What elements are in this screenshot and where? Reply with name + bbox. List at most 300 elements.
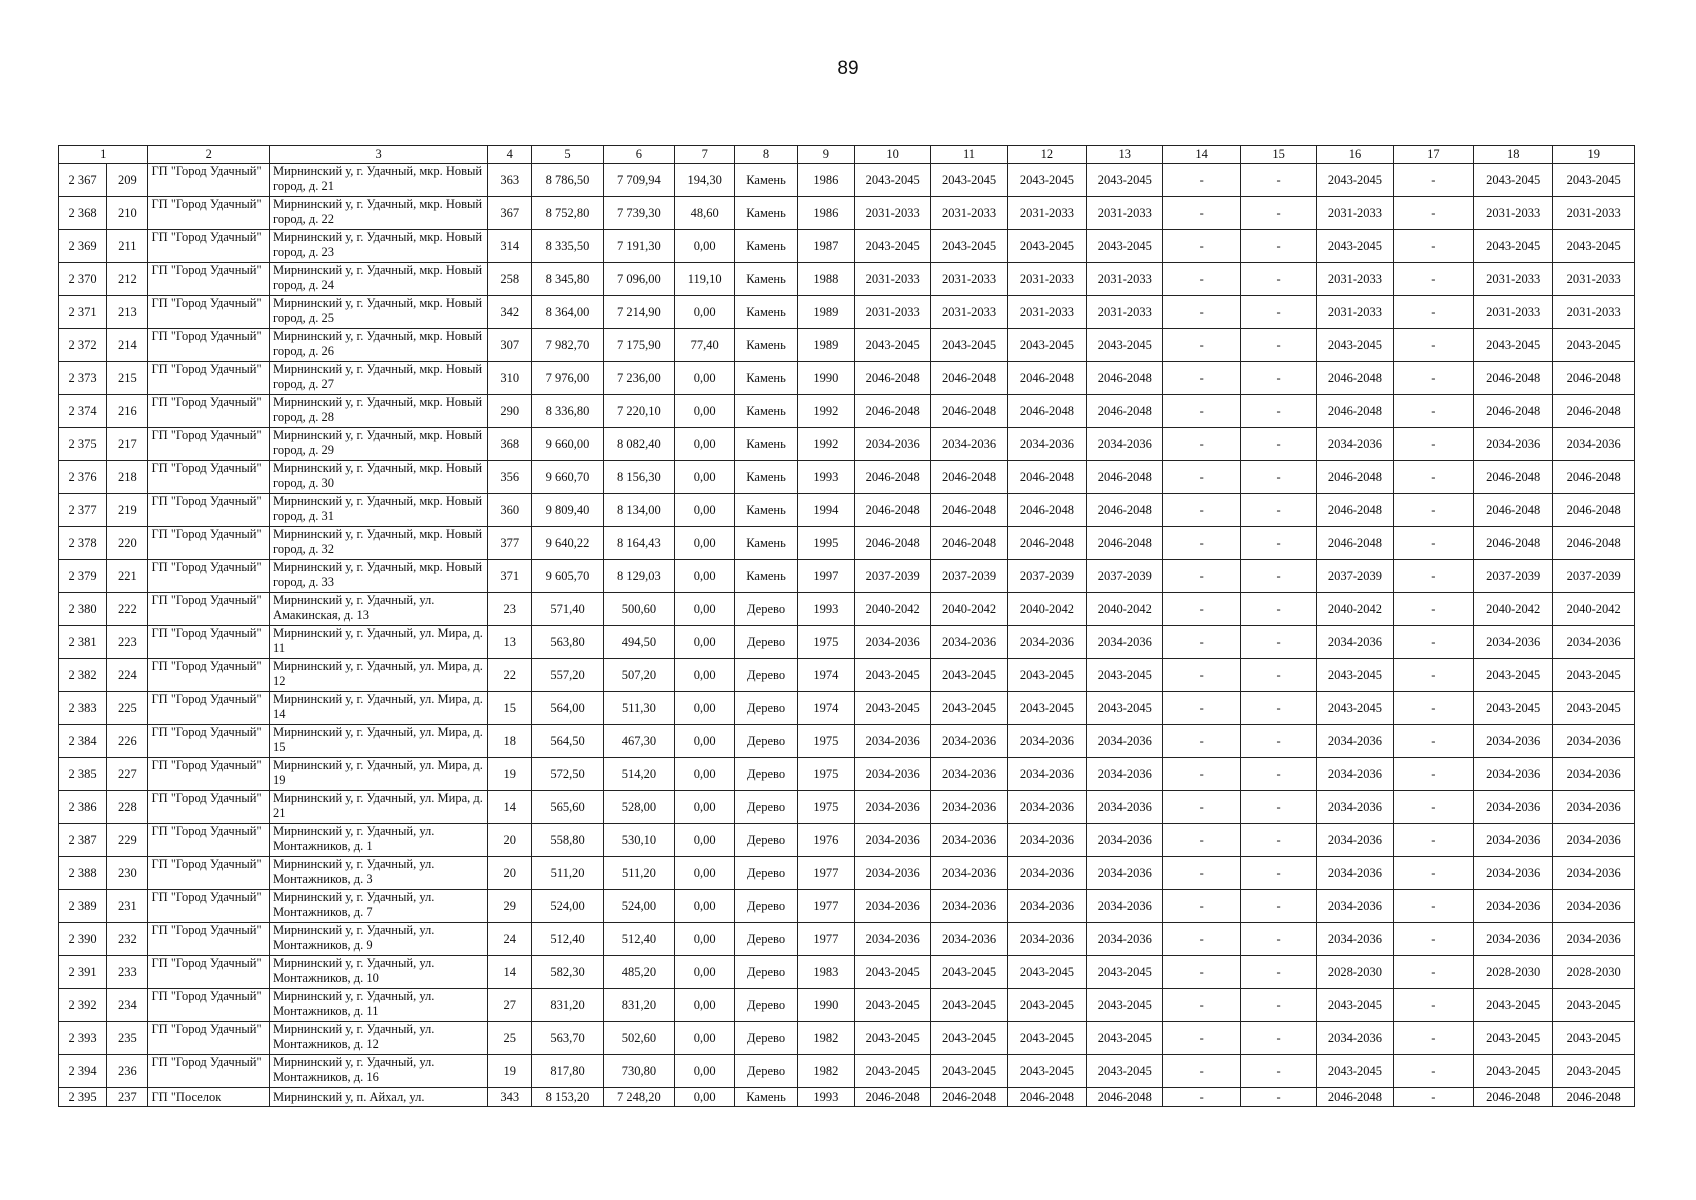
table-cell: 500,60 bbox=[603, 593, 674, 626]
table-cell: 2043-2045 bbox=[1474, 692, 1553, 725]
table-cell: 194,30 bbox=[675, 164, 735, 197]
table-cell: 2037-2039 bbox=[854, 560, 930, 593]
table-cell: 8 164,43 bbox=[603, 527, 674, 560]
table-cell: - bbox=[1393, 890, 1473, 923]
table-cell: 9 660,00 bbox=[532, 428, 603, 461]
table-cell: Камень bbox=[735, 230, 797, 263]
table-cell: 0,00 bbox=[675, 824, 735, 857]
table-cell: 1993 bbox=[797, 1088, 854, 1107]
table-cell: 2037-2039 bbox=[931, 560, 1007, 593]
table-cell: 7 175,90 bbox=[603, 329, 674, 362]
table-cell: 2043-2045 bbox=[1553, 1055, 1635, 1088]
table-cell: 2043-2045 bbox=[854, 956, 930, 989]
table-cell: 2040-2042 bbox=[1553, 593, 1635, 626]
table-cell: 211 bbox=[107, 230, 148, 263]
table-cell: 15 bbox=[488, 692, 532, 725]
table-cell: 2 377 bbox=[59, 494, 107, 527]
table-cell: 730,80 bbox=[603, 1055, 674, 1088]
table-cell: 217 bbox=[107, 428, 148, 461]
table-cell: - bbox=[1240, 428, 1316, 461]
table-cell: 8 752,80 bbox=[532, 197, 603, 230]
table-cell: ГП "Город Удачный" bbox=[148, 626, 270, 659]
table-cell: 2031-2033 bbox=[1553, 296, 1635, 329]
table-cell: 2040-2042 bbox=[931, 593, 1007, 626]
column-number-header: 6 bbox=[603, 146, 674, 164]
table-cell: 2034-2036 bbox=[1553, 758, 1635, 791]
table-cell: 467,30 bbox=[603, 725, 674, 758]
table-cell: 2046-2048 bbox=[1553, 527, 1635, 560]
table-cell: Мирнинский у, г. Удачный, мкр. Новый город, д. 31 bbox=[270, 494, 488, 527]
table-cell: - bbox=[1240, 197, 1316, 230]
table-cell: 2031-2033 bbox=[1007, 263, 1086, 296]
table-cell: 29 bbox=[488, 890, 532, 923]
table-cell: 2043-2045 bbox=[1087, 230, 1163, 263]
table-cell: - bbox=[1393, 263, 1473, 296]
table-cell: 0,00 bbox=[675, 923, 735, 956]
table-cell: 2046-2048 bbox=[1553, 494, 1635, 527]
table-cell: 2031-2033 bbox=[1087, 296, 1163, 329]
table-cell: Мирнинский у, г. Удачный, мкр. Новый город, д. 30 bbox=[270, 461, 488, 494]
table-cell: 2034-2036 bbox=[1007, 428, 1086, 461]
table-cell: 2046-2048 bbox=[1553, 395, 1635, 428]
table-cell: 2043-2045 bbox=[1007, 1022, 1086, 1055]
table-cell: 2046-2048 bbox=[1317, 461, 1393, 494]
table-cell: 2043-2045 bbox=[854, 329, 930, 362]
table-cell: 2031-2033 bbox=[1087, 197, 1163, 230]
table-cell: 2046-2048 bbox=[931, 395, 1007, 428]
table-cell: Дерево bbox=[735, 1055, 797, 1088]
table-cell: 831,20 bbox=[603, 989, 674, 1022]
table-cell: - bbox=[1240, 164, 1316, 197]
table-cell: 2034-2036 bbox=[1553, 428, 1635, 461]
table-cell: 0,00 bbox=[675, 395, 735, 428]
table-cell: 2031-2033 bbox=[1007, 197, 1086, 230]
table-cell: 2031-2033 bbox=[931, 296, 1007, 329]
table-cell: 13 bbox=[488, 626, 532, 659]
table-cell: 77,40 bbox=[675, 329, 735, 362]
table-cell: 2034-2036 bbox=[1553, 725, 1635, 758]
table-cell: 14 bbox=[488, 956, 532, 989]
table-cell: - bbox=[1163, 593, 1240, 626]
table-cell: - bbox=[1240, 725, 1316, 758]
table-cell: 2034-2036 bbox=[931, 824, 1007, 857]
table-cell: 2034-2036 bbox=[1317, 626, 1393, 659]
table-cell: - bbox=[1240, 1022, 1316, 1055]
table-cell: Мирнинский у, г. Удачный, мкр. Новый город, д. 33 bbox=[270, 560, 488, 593]
table-cell: 0,00 bbox=[675, 230, 735, 263]
table-cell: ГП "Город Удачный" bbox=[148, 461, 270, 494]
table-cell: - bbox=[1393, 956, 1473, 989]
table-cell: 2043-2045 bbox=[1474, 989, 1553, 1022]
table-cell: 2043-2045 bbox=[1474, 1022, 1553, 1055]
table-cell: Камень bbox=[735, 395, 797, 428]
table-cell: 2034-2036 bbox=[1007, 923, 1086, 956]
table-cell: - bbox=[1163, 494, 1240, 527]
column-number-header: 3 bbox=[270, 146, 488, 164]
table-cell: 2046-2048 bbox=[1007, 395, 1086, 428]
table-cell: 2 367 bbox=[59, 164, 107, 197]
table-cell: 2034-2036 bbox=[1553, 923, 1635, 956]
table-cell: 221 bbox=[107, 560, 148, 593]
table-cell: 2046-2048 bbox=[1474, 1088, 1553, 1107]
table-cell: 563,70 bbox=[532, 1022, 603, 1055]
table-cell: 2034-2036 bbox=[1474, 890, 1553, 923]
table-cell: ГП "Город Удачный" bbox=[148, 824, 270, 857]
table-cell: 2034-2036 bbox=[854, 626, 930, 659]
table-row bbox=[59, 659, 1635, 692]
table-cell: 2 383 bbox=[59, 692, 107, 725]
table-cell: Камень bbox=[735, 428, 797, 461]
table-cell: - bbox=[1240, 263, 1316, 296]
table-cell: 2043-2045 bbox=[931, 659, 1007, 692]
column-number-header: 8 bbox=[735, 146, 797, 164]
table-cell: 20 bbox=[488, 857, 532, 890]
table-cell: - bbox=[1393, 362, 1473, 395]
table-cell: - bbox=[1393, 494, 1473, 527]
table-cell: 2043-2045 bbox=[854, 1055, 930, 1088]
table-cell: - bbox=[1163, 1022, 1240, 1055]
table-row bbox=[59, 164, 1635, 197]
table-row bbox=[59, 1088, 1635, 1107]
table-cell: Мирнинский у, г. Удачный, ул. Мира, д. 15 bbox=[270, 725, 488, 758]
table-cell: 2034-2036 bbox=[1474, 791, 1553, 824]
table-cell: 2043-2045 bbox=[854, 1022, 930, 1055]
table-cell: 0,00 bbox=[675, 890, 735, 923]
table-cell: 2034-2036 bbox=[854, 923, 930, 956]
table-cell: 213 bbox=[107, 296, 148, 329]
table-cell: 7 982,70 bbox=[532, 329, 603, 362]
table-cell: 494,50 bbox=[603, 626, 674, 659]
table-cell: 2031-2033 bbox=[1474, 296, 1553, 329]
table-cell: 2046-2048 bbox=[1553, 362, 1635, 395]
table-row bbox=[59, 923, 1635, 956]
table-cell: 27 bbox=[488, 989, 532, 1022]
table-cell: 2043-2045 bbox=[1007, 329, 1086, 362]
table-cell: Камень bbox=[735, 362, 797, 395]
table-cell: Дерево bbox=[735, 791, 797, 824]
table-cell: 2 378 bbox=[59, 527, 107, 560]
table-cell: 572,50 bbox=[532, 758, 603, 791]
table-cell: 2037-2039 bbox=[1474, 560, 1553, 593]
table-cell: 209 bbox=[107, 164, 148, 197]
table-row bbox=[59, 428, 1635, 461]
table-cell: 2043-2045 bbox=[854, 659, 930, 692]
table-cell: 2034-2036 bbox=[854, 428, 930, 461]
table-cell: 8 153,20 bbox=[532, 1088, 603, 1107]
table-cell: 512,40 bbox=[532, 923, 603, 956]
table-cell: 2034-2036 bbox=[931, 428, 1007, 461]
table-cell: - bbox=[1393, 296, 1473, 329]
table-cell: - bbox=[1393, 1088, 1473, 1107]
table-cell: ГП "Город Удачный" bbox=[148, 197, 270, 230]
table-cell: 2034-2036 bbox=[1317, 1022, 1393, 1055]
table-cell: - bbox=[1163, 725, 1240, 758]
table-cell: 1993 bbox=[797, 461, 854, 494]
table-cell: Дерево bbox=[735, 593, 797, 626]
table-cell: 48,60 bbox=[675, 197, 735, 230]
table-cell: - bbox=[1393, 461, 1473, 494]
table-cell: 290 bbox=[488, 395, 532, 428]
column-number-header: 10 bbox=[854, 146, 930, 164]
table-cell: Камень bbox=[735, 461, 797, 494]
table-cell: 1975 bbox=[797, 791, 854, 824]
table-cell: Мирнинский у, г. Удачный, ул. Монтажников, д. 1 bbox=[270, 824, 488, 857]
table-cell: 0,00 bbox=[675, 692, 735, 725]
table-cell: 1977 bbox=[797, 857, 854, 890]
table-cell: 2034-2036 bbox=[1007, 626, 1086, 659]
table-cell: ГП "Город Удачный" bbox=[148, 890, 270, 923]
table-row bbox=[59, 692, 1635, 725]
table-cell: Камень bbox=[735, 329, 797, 362]
table-cell: 2034-2036 bbox=[1474, 725, 1553, 758]
table-cell: 9 809,40 bbox=[532, 494, 603, 527]
table-cell: 2034-2036 bbox=[1553, 791, 1635, 824]
table-cell: 7 191,30 bbox=[603, 230, 674, 263]
table-cell: ГП "Город Удачный" bbox=[148, 230, 270, 263]
table-row bbox=[59, 989, 1635, 1022]
table-row bbox=[59, 263, 1635, 296]
table-cell: 1975 bbox=[797, 626, 854, 659]
table-cell: 2046-2048 bbox=[1474, 362, 1553, 395]
table-cell: 485,20 bbox=[603, 956, 674, 989]
table-cell: 220 bbox=[107, 527, 148, 560]
table-cell: 507,20 bbox=[603, 659, 674, 692]
housing-register-table bbox=[58, 145, 1635, 1107]
table-cell: 1975 bbox=[797, 725, 854, 758]
table-cell: 2 374 bbox=[59, 395, 107, 428]
table-row bbox=[59, 824, 1635, 857]
table-cell: Камень bbox=[735, 296, 797, 329]
table-cell: Мирнинский у, г. Удачный, ул. Монтажников, д. 16 bbox=[270, 1055, 488, 1088]
table-cell: 2040-2042 bbox=[854, 593, 930, 626]
table-cell: 2040-2042 bbox=[1474, 593, 1553, 626]
table-cell: 2043-2045 bbox=[1474, 164, 1553, 197]
table-cell: 8 335,50 bbox=[532, 230, 603, 263]
table-cell: Мирнинский у, г. Удачный, мкр. Новый город, д. 22 bbox=[270, 197, 488, 230]
table-cell: 2046-2048 bbox=[854, 494, 930, 527]
table-cell: 2046-2048 bbox=[931, 461, 1007, 494]
table-cell: 219 bbox=[107, 494, 148, 527]
table-cell: 2 382 bbox=[59, 659, 107, 692]
table-cell: 2043-2045 bbox=[1317, 692, 1393, 725]
table-cell: 1989 bbox=[797, 329, 854, 362]
table-cell: 564,50 bbox=[532, 725, 603, 758]
table-cell: 2043-2045 bbox=[1317, 1055, 1393, 1088]
table-cell: 2043-2045 bbox=[931, 1055, 1007, 1088]
table-cell: 2034-2036 bbox=[1087, 857, 1163, 890]
table-cell: - bbox=[1240, 1088, 1316, 1107]
table-cell: 565,60 bbox=[532, 791, 603, 824]
table-cell: 2043-2045 bbox=[854, 989, 930, 1022]
table-cell: 0,00 bbox=[675, 1055, 735, 1088]
table-cell: 7 248,20 bbox=[603, 1088, 674, 1107]
table-cell: 2046-2048 bbox=[854, 527, 930, 560]
table-cell: - bbox=[1240, 626, 1316, 659]
table-cell: 360 bbox=[488, 494, 532, 527]
table-cell: 2037-2039 bbox=[1553, 560, 1635, 593]
table-cell: 2043-2045 bbox=[931, 956, 1007, 989]
table-cell: - bbox=[1240, 890, 1316, 923]
table-cell: - bbox=[1393, 230, 1473, 263]
table-cell: 2 395 bbox=[59, 1088, 107, 1107]
table-cell: - bbox=[1240, 758, 1316, 791]
table-cell: 2043-2045 bbox=[931, 692, 1007, 725]
table-cell: - bbox=[1240, 791, 1316, 824]
table-cell: 0,00 bbox=[675, 989, 735, 1022]
table-cell: 2028-2030 bbox=[1474, 956, 1553, 989]
table-cell: 0,00 bbox=[675, 758, 735, 791]
table-cell: - bbox=[1240, 560, 1316, 593]
table-cell: 1993 bbox=[797, 593, 854, 626]
table-cell: 2043-2045 bbox=[1007, 230, 1086, 263]
table-cell: 0,00 bbox=[675, 857, 735, 890]
table-cell: - bbox=[1163, 692, 1240, 725]
table-cell: Мирнинский у, г. Удачный, ул. Мира, д. 21 bbox=[270, 791, 488, 824]
table-cell: 2043-2045 bbox=[1553, 659, 1635, 692]
table-cell: 582,30 bbox=[532, 956, 603, 989]
table-cell: 1995 bbox=[797, 527, 854, 560]
table-cell: 1977 bbox=[797, 923, 854, 956]
table-cell: ГП "Город Удачный" bbox=[148, 593, 270, 626]
table-cell: 0,00 bbox=[675, 956, 735, 989]
table-cell: - bbox=[1393, 857, 1473, 890]
table-cell: 7 739,30 bbox=[603, 197, 674, 230]
table-cell: 2 394 bbox=[59, 1055, 107, 1088]
table-cell: ГП "Город Удачный" bbox=[148, 560, 270, 593]
table-cell: Мирнинский у, г. Удачный, мкр. Новый город, д. 24 bbox=[270, 263, 488, 296]
table-cell: 363 bbox=[488, 164, 532, 197]
table-cell: 234 bbox=[107, 989, 148, 1022]
table-cell: Камень bbox=[735, 494, 797, 527]
table-cell: 2046-2048 bbox=[854, 461, 930, 494]
table-cell: - bbox=[1163, 890, 1240, 923]
table-cell: 368 bbox=[488, 428, 532, 461]
table-cell: - bbox=[1393, 527, 1473, 560]
table-cell: 2031-2033 bbox=[1474, 197, 1553, 230]
table-cell: 2 380 bbox=[59, 593, 107, 626]
table-cell: 371 bbox=[488, 560, 532, 593]
table-cell: 2034-2036 bbox=[1474, 428, 1553, 461]
table-cell: 512,40 bbox=[603, 923, 674, 956]
table-cell: 2037-2039 bbox=[1007, 560, 1086, 593]
table-cell: - bbox=[1163, 1055, 1240, 1088]
table-cell: 1988 bbox=[797, 263, 854, 296]
table-cell: 2043-2045 bbox=[1317, 659, 1393, 692]
table-cell: 22 bbox=[488, 659, 532, 692]
table-cell: 2031-2033 bbox=[1087, 263, 1163, 296]
table-cell: - bbox=[1163, 395, 1240, 428]
table-cell: 2034-2036 bbox=[1553, 626, 1635, 659]
table-row bbox=[59, 197, 1635, 230]
table-cell: 377 bbox=[488, 527, 532, 560]
table-cell: 2 375 bbox=[59, 428, 107, 461]
table-cell: 2043-2045 bbox=[931, 989, 1007, 1022]
table-cell: 524,00 bbox=[532, 890, 603, 923]
table-cell: Камень bbox=[735, 263, 797, 296]
table-cell: 0,00 bbox=[675, 593, 735, 626]
table-cell: 215 bbox=[107, 362, 148, 395]
table-cell: 2031-2033 bbox=[854, 263, 930, 296]
table-row bbox=[59, 593, 1635, 626]
table-cell: 2034-2036 bbox=[1087, 824, 1163, 857]
table-cell: 8 082,40 bbox=[603, 428, 674, 461]
table-cell: 2034-2036 bbox=[1007, 725, 1086, 758]
table-cell: 1983 bbox=[797, 956, 854, 989]
table-cell: 2043-2045 bbox=[1087, 164, 1163, 197]
table-cell: ГП "Город Удачный" bbox=[148, 1022, 270, 1055]
table-cell: 2043-2045 bbox=[1007, 989, 1086, 1022]
table-cell: 2034-2036 bbox=[1317, 428, 1393, 461]
table-cell: - bbox=[1163, 461, 1240, 494]
table-cell: 25 bbox=[488, 1022, 532, 1055]
table-cell: Дерево bbox=[735, 626, 797, 659]
column-number-header: 12 bbox=[1007, 146, 1086, 164]
table-cell: 2031-2033 bbox=[931, 263, 1007, 296]
table-cell: ГП "Город Удачный" bbox=[148, 263, 270, 296]
table-cell: 1990 bbox=[797, 362, 854, 395]
table-cell: 563,80 bbox=[532, 626, 603, 659]
table-cell: Мирнинский у, г. Удачный, мкр. Новый город, д. 25 bbox=[270, 296, 488, 329]
table-cell: 258 bbox=[488, 263, 532, 296]
table-cell: 2034-2036 bbox=[931, 890, 1007, 923]
column-number-header: 1 bbox=[59, 146, 148, 164]
table-cell: 2 371 bbox=[59, 296, 107, 329]
table-cell: - bbox=[1240, 395, 1316, 428]
table-cell: - bbox=[1163, 956, 1240, 989]
table-cell: 356 bbox=[488, 461, 532, 494]
table-cell: 2043-2045 bbox=[931, 230, 1007, 263]
table-cell: 233 bbox=[107, 956, 148, 989]
table-cell: 0,00 bbox=[675, 461, 735, 494]
table-cell: 2046-2048 bbox=[1317, 527, 1393, 560]
table-row bbox=[59, 494, 1635, 527]
table-cell: 20 bbox=[488, 824, 532, 857]
table-cell: 2043-2045 bbox=[854, 230, 930, 263]
table-cell: - bbox=[1240, 362, 1316, 395]
table-cell: 227 bbox=[107, 758, 148, 791]
table-cell: 223 bbox=[107, 626, 148, 659]
table-cell: Дерево bbox=[735, 725, 797, 758]
table-cell: - bbox=[1393, 1055, 1473, 1088]
table-cell: 2046-2048 bbox=[854, 1088, 930, 1107]
table-cell: 2043-2045 bbox=[1474, 230, 1553, 263]
column-number-row bbox=[59, 146, 1635, 164]
table-cell: 2031-2033 bbox=[1553, 197, 1635, 230]
table-cell: 307 bbox=[488, 329, 532, 362]
table-cell: 2043-2045 bbox=[1553, 164, 1635, 197]
table-cell: 229 bbox=[107, 824, 148, 857]
table-body bbox=[59, 164, 1635, 1107]
table-cell: 9 605,70 bbox=[532, 560, 603, 593]
table-cell: Камень bbox=[735, 197, 797, 230]
table-cell: 2034-2036 bbox=[1007, 758, 1086, 791]
table-cell: 24 bbox=[488, 923, 532, 956]
table-cell: 2034-2036 bbox=[1087, 890, 1163, 923]
table-cell: 2034-2036 bbox=[1087, 626, 1163, 659]
column-number-header: 5 bbox=[532, 146, 603, 164]
column-number-header: 4 bbox=[488, 146, 532, 164]
table-cell: 2046-2048 bbox=[1317, 1088, 1393, 1107]
table-cell: Камень bbox=[735, 527, 797, 560]
table-cell: 2043-2045 bbox=[1474, 659, 1553, 692]
table-cell: 18 bbox=[488, 725, 532, 758]
table-cell: Мирнинский у, г. Удачный, ул. Монтажников, д. 12 bbox=[270, 1022, 488, 1055]
table-cell: 2046-2048 bbox=[931, 494, 1007, 527]
table-cell: - bbox=[1393, 197, 1473, 230]
table-cell: 2031-2033 bbox=[1474, 263, 1553, 296]
table-cell: 2040-2042 bbox=[1007, 593, 1086, 626]
table-cell: 2043-2045 bbox=[1087, 989, 1163, 1022]
